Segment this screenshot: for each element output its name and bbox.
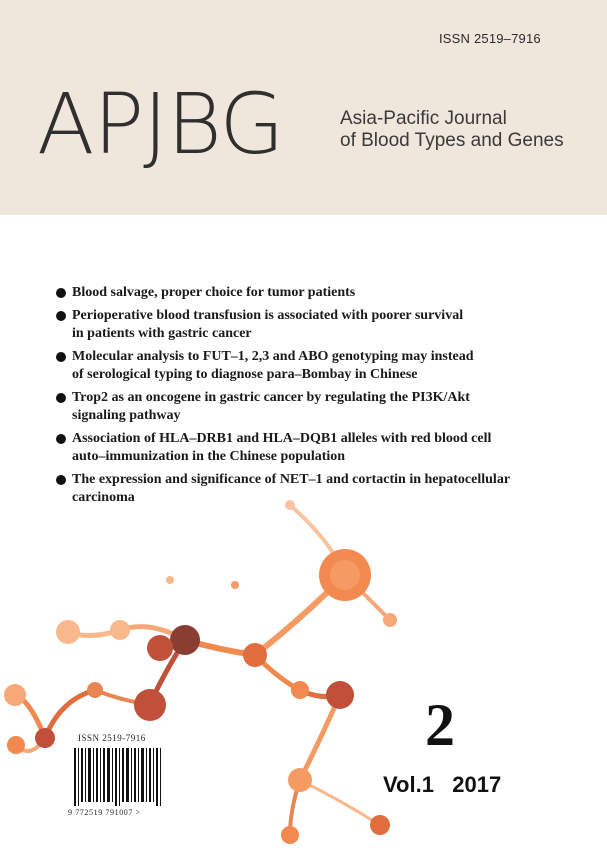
bullet-icon: [56, 288, 66, 298]
article-line-2: carcinoma: [72, 490, 135, 505]
article-line-2: in patients with gastric cancer: [72, 326, 252, 341]
bullet-icon: [56, 311, 66, 321]
barcode-digits: 9 772519 791007 >: [68, 808, 141, 817]
subtitle-line-2: of Blood Types and Genes: [340, 130, 564, 151]
article-item: [56, 348, 556, 384]
article-line-1: Association of HLA–DRB1 and HLA–DQB1 alleles with red blood cell: [72, 431, 492, 446]
journal-subtitle: [340, 108, 564, 152]
article-item: [56, 389, 556, 425]
article-line-1: Perioperative blood transfusion is associated with poorer survival: [72, 308, 464, 323]
article-item: [56, 284, 556, 302]
bullet-icon: [56, 352, 66, 362]
article-line-1: Blood salvage, proper choice for tumor patients: [72, 285, 356, 300]
article-line-2: auto–immunization in the Chinese population: [72, 449, 346, 464]
article-item: [56, 430, 556, 466]
article-line-1: Trop2 as an oncogene in gastric cancer by regulating the PI3K/Akt: [72, 390, 470, 405]
bullet-icon: [56, 434, 66, 444]
article-line-1: The expression and significance of NET–1 and cortactin in hepatocellular: [72, 472, 511, 487]
bullet-icon: [56, 393, 66, 403]
article-list: [56, 284, 556, 512]
journal-logo: APJBG: [37, 75, 284, 173]
issue-number: 2: [425, 692, 455, 758]
bullet-icon: [56, 475, 66, 485]
subtitle-line-1: Asia-Pacific Journal: [340, 108, 507, 129]
issn-label: ISSN 2519–7916: [439, 31, 541, 46]
volume-year: Vol.1 2017: [383, 772, 502, 797]
article-line-2: of serological typing to diagnose para–Bombay in Chinese: [72, 367, 418, 382]
article-item: [56, 307, 556, 343]
article-line-1: Molecular analysis to FUT–1, 2,3 and ABO genotyping may instead: [72, 349, 474, 364]
article-line-2: signaling pathway: [72, 408, 181, 423]
barcode-issn: ISSN 2519-7916: [78, 733, 146, 743]
